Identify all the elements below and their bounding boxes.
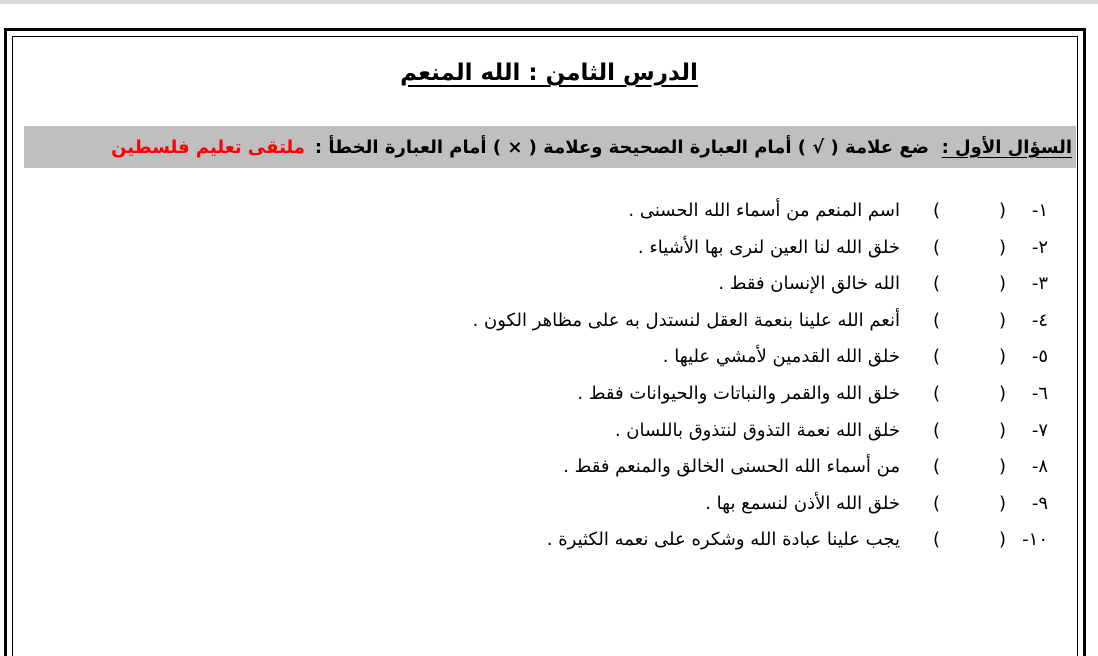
answer-paren-close: ) [932,419,940,441]
answer-paren-open: ( [998,273,1006,295]
item-text: خلق الله والقمر والنباتات والحيوانات فقط . [577,382,900,404]
answer-paren-open: ( [998,382,1006,404]
item-text: خلق الله نعمة التذوق لنتذوق باللسان . [614,419,900,441]
answer-paren-close: ) [932,529,940,551]
item-number: ٣- [1031,273,1048,295]
list-item [0,416,1098,453]
question-instruction: ضع علامة ( √ ) أمام العبارة الصحيحة وعلامة ( × ) أمام العبارة الخطأ : [314,136,930,158]
item-text: خلق الله لنا العين لنرى بها الأشياء . [637,236,900,258]
answer-paren-close: ) [932,346,940,368]
list-item [0,489,1098,526]
top-rule [0,0,1098,4]
item-number: ١- [1031,200,1048,221]
list-item [0,452,1098,489]
item-number: ٤- [1031,309,1048,331]
item-number: ٩- [1031,492,1048,514]
item-number: ١٠- [1022,529,1048,551]
list-item [0,269,1098,306]
question-bar [24,126,1076,168]
item-number: ٢- [1031,236,1048,258]
item-text: خلق الله الأذن لنسمع بها . [705,492,900,514]
brand-label: ملتقى تعليم فلسطين [111,136,305,158]
list-item [0,306,1098,343]
item-text: اسم المنعم من أسماء الله الحسنى . [628,200,900,221]
answer-paren-close: ) [932,492,940,514]
answer-paren-open: ( [998,309,1006,331]
answer-paren-close: ) [932,236,940,258]
answer-paren-open: ( [998,236,1006,258]
list-item [0,525,1098,562]
question-label: السؤال الأول : [941,136,1072,158]
answer-paren-close: ) [932,382,940,404]
list-item [0,233,1098,270]
answer-paren-open: ( [998,456,1006,478]
item-number: ٨- [1031,456,1048,478]
list-item [0,342,1098,379]
answer-paren-open: ( [998,492,1006,514]
answer-paren-open: ( [998,529,1006,551]
answer-paren-open: ( [998,200,1006,221]
item-text: من أسماء الله الحسنى الخالق والمنعم فقط . [563,456,900,478]
item-number: ٧- [1031,419,1048,441]
answer-paren-close: ) [932,273,940,295]
answer-paren-open: ( [998,346,1006,368]
list-item [0,196,1098,233]
item-text: الله خالق الإنسان فقط . [718,273,900,295]
list-item [0,379,1098,416]
item-text: يجب علينا عبادة الله وشكره على نعمه الكثيرة . [546,529,900,551]
answer-paren-open: ( [998,419,1006,441]
answer-paren-close: ) [932,200,940,221]
answer-paren-close: ) [932,309,940,331]
item-text: أنعم الله علينا بنعمة العقل لنستدل به على مظاهر الكون . [472,309,900,331]
lesson-title: الدرس الثامن : الله المنعم [400,60,698,86]
item-number: ٦- [1031,382,1048,404]
answer-paren-close: ) [932,456,940,478]
statement-list [0,196,1098,562]
item-text: خلق الله القدمين لأمشي عليها . [662,346,900,368]
item-number: ٥- [1031,346,1048,368]
